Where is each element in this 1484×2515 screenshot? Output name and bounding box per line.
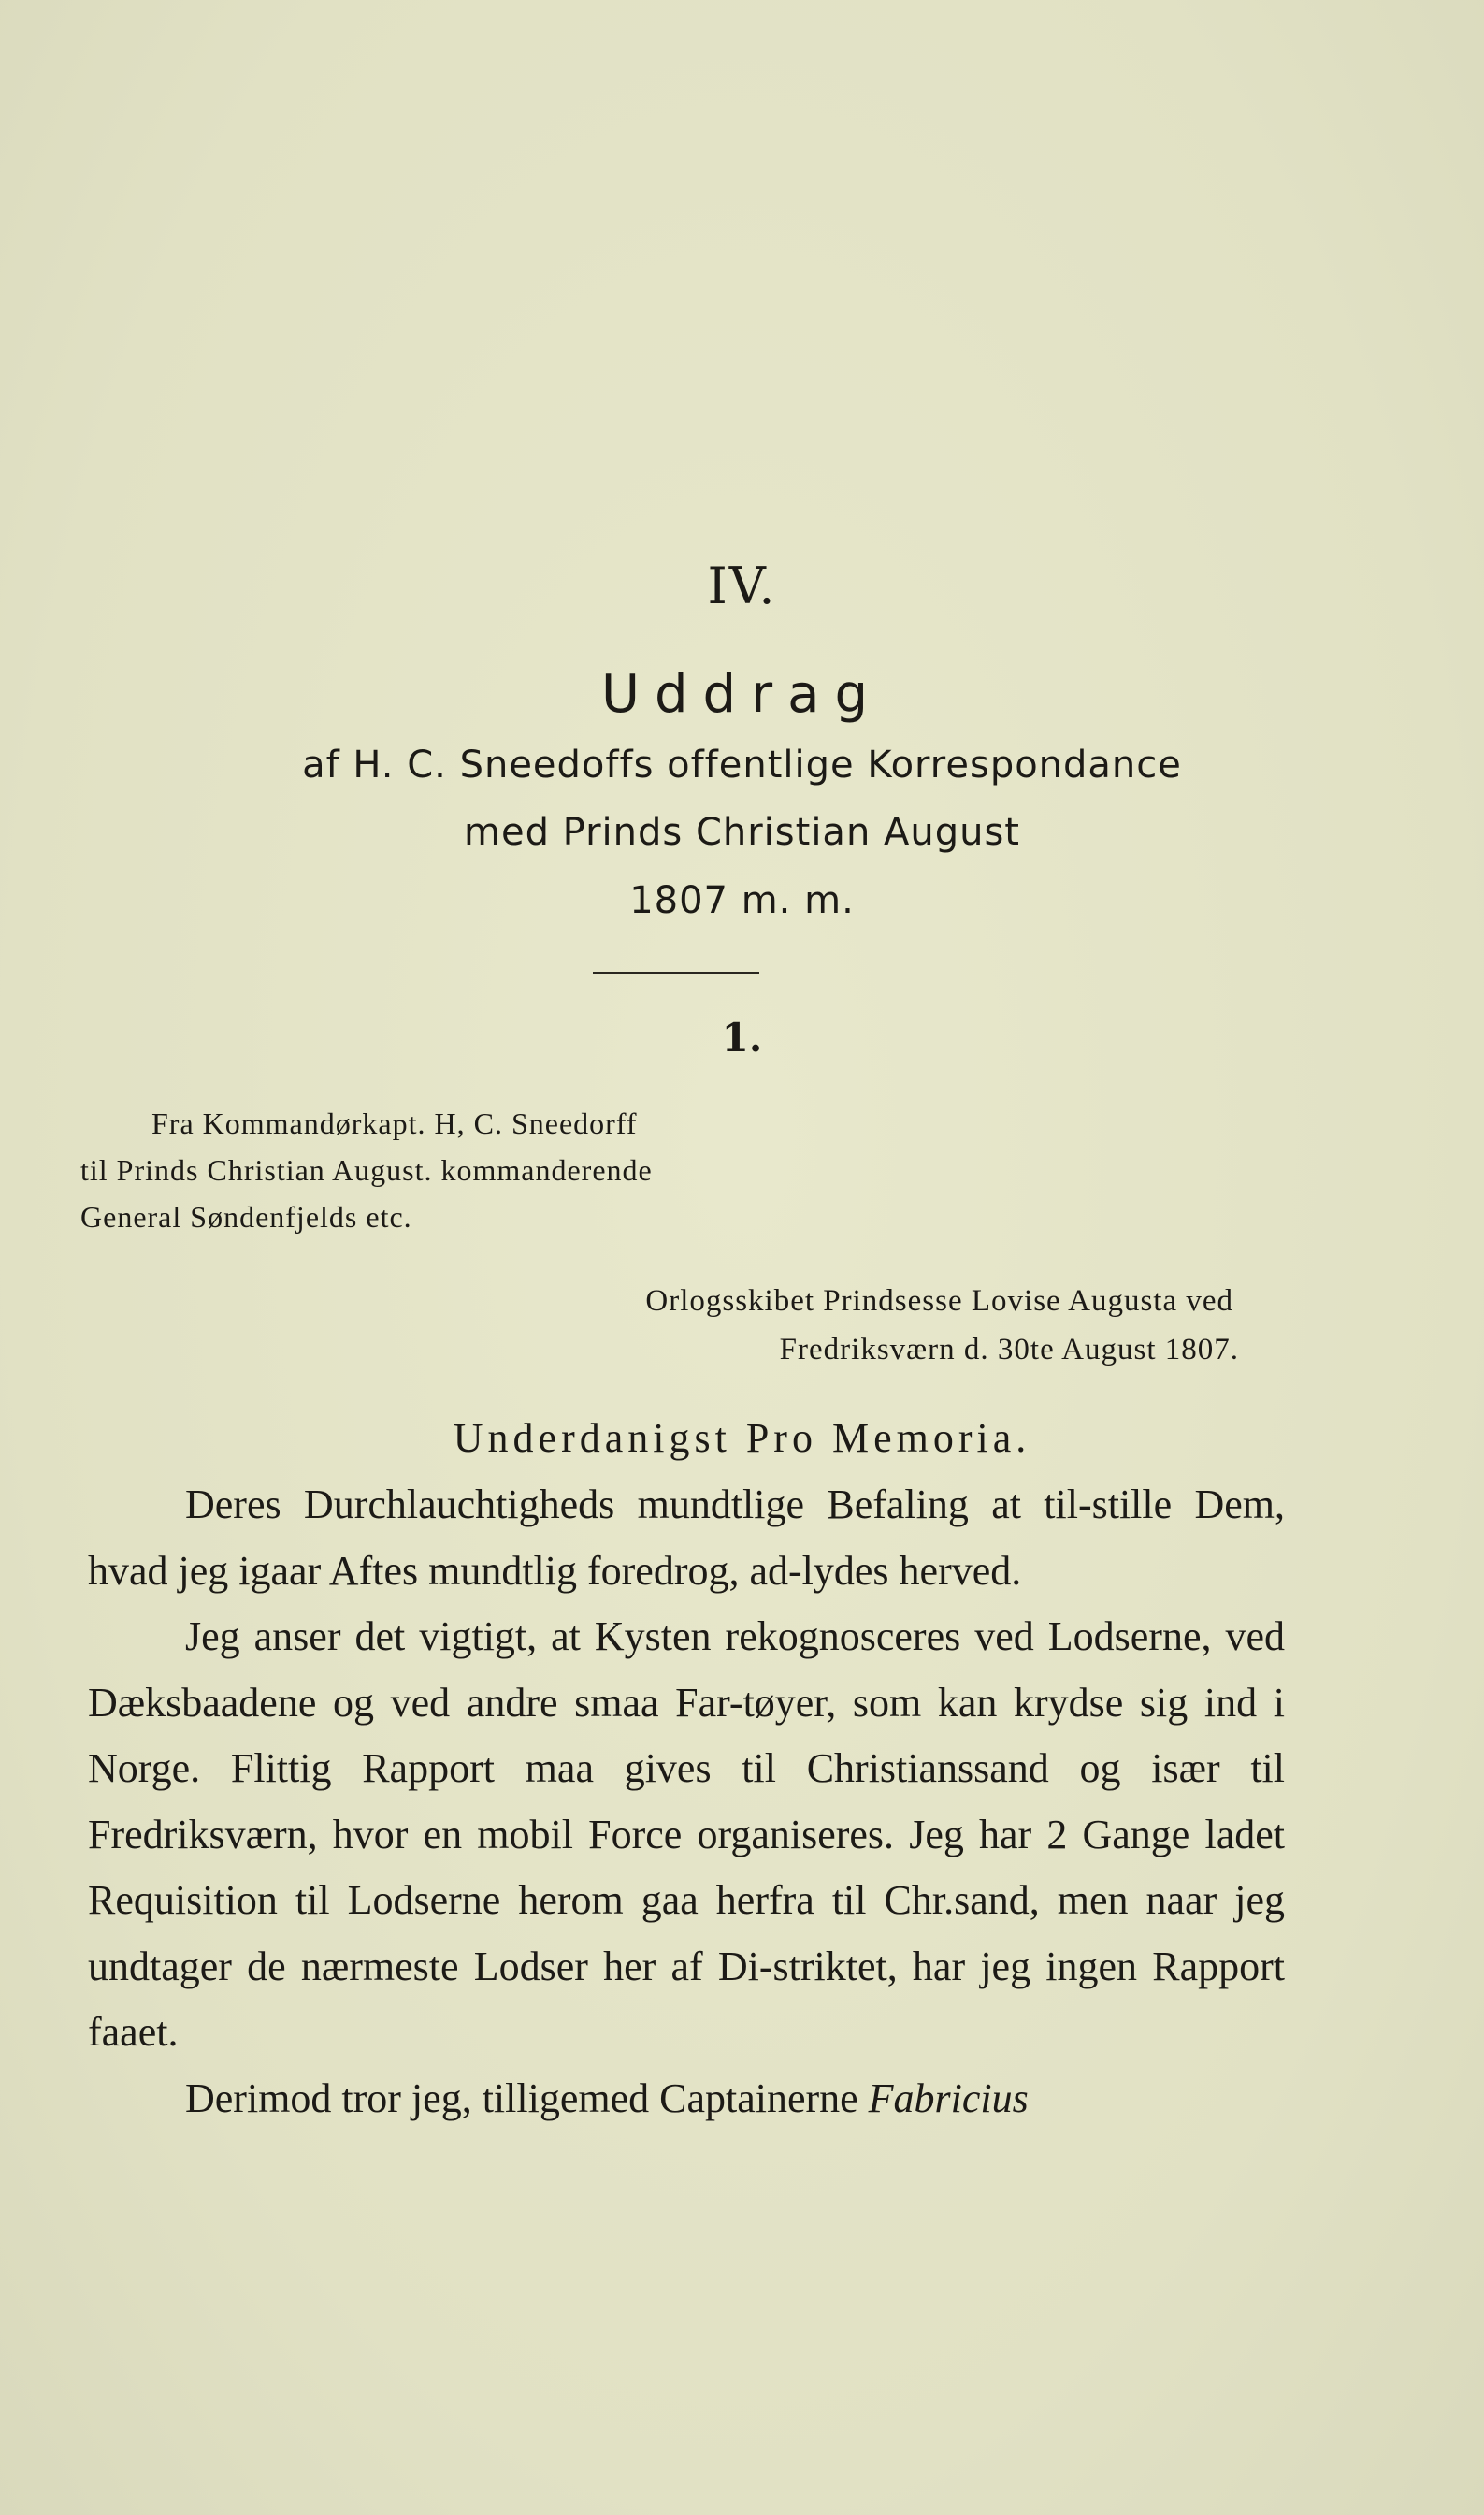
chapter-heading: Uddrag bbox=[601, 664, 883, 725]
sender-line: Fra Kommandørkapt. H, C. Sneedorff bbox=[151, 1106, 638, 1140]
paragraph bbox=[88, 2066, 1285, 2132]
captain-name: Fabricius bbox=[868, 2074, 1029, 2121]
chapter-subtitle-line3: 1807 m. m. bbox=[629, 879, 855, 922]
paragraph-text: Derimod tror jeg, tilligemed Captainerne bbox=[185, 2074, 858, 2121]
paragraph: Deres Durchlauchtigheds mundtlige Befaling at til-stille Dem, hvad jeg igaar Aftes mundtlig foredrog, ad-lydes herved. bbox=[88, 1482, 1285, 1594]
recipient-line: til Prinds Christian August. kommanderende bbox=[80, 1153, 653, 1187]
letter-body bbox=[88, 1472, 1285, 2132]
section-divider bbox=[593, 972, 759, 974]
chapter-subtitle-line2: med Prinds Christian August bbox=[464, 811, 1020, 854]
letter-location: Orlogsskibet Prindsesse Lovise Augusta ved bbox=[645, 1284, 1233, 1318]
recipient-title-line: General Søndenfjelds etc. bbox=[80, 1200, 412, 1234]
chapter-number: IV. bbox=[707, 556, 777, 615]
letter-number: 1. bbox=[721, 1015, 763, 1061]
chapter-subtitle-line1: af H. C. Sneedoffs offentlige Korrespondance bbox=[302, 744, 1182, 787]
letter-salutation: Underdanigst Pro Memoria. bbox=[453, 1415, 1031, 1461]
letter-date: Fredriksværn d. 30te August 1807. bbox=[779, 1333, 1239, 1366]
paragraph: Jeg anser det vigtigt, at Kysten rekognosceres ved Lodserne, ved Dæksbaadene og ved andre smaa Far-tøyer, som kan krydse sig ind i Norge. Flittig Rapport maa gives til Christianssand og især til Fredriksværn, hvor en mobil Force organiseres. Jeg har 2 Gange ladet Requisition til Lodserne herom gaa herfra til Chr.sand, men naar jeg undtager de nærmeste Lodser her af Di-striktet, har jeg ingen Rapport faaet. bbox=[88, 1613, 1285, 2055]
